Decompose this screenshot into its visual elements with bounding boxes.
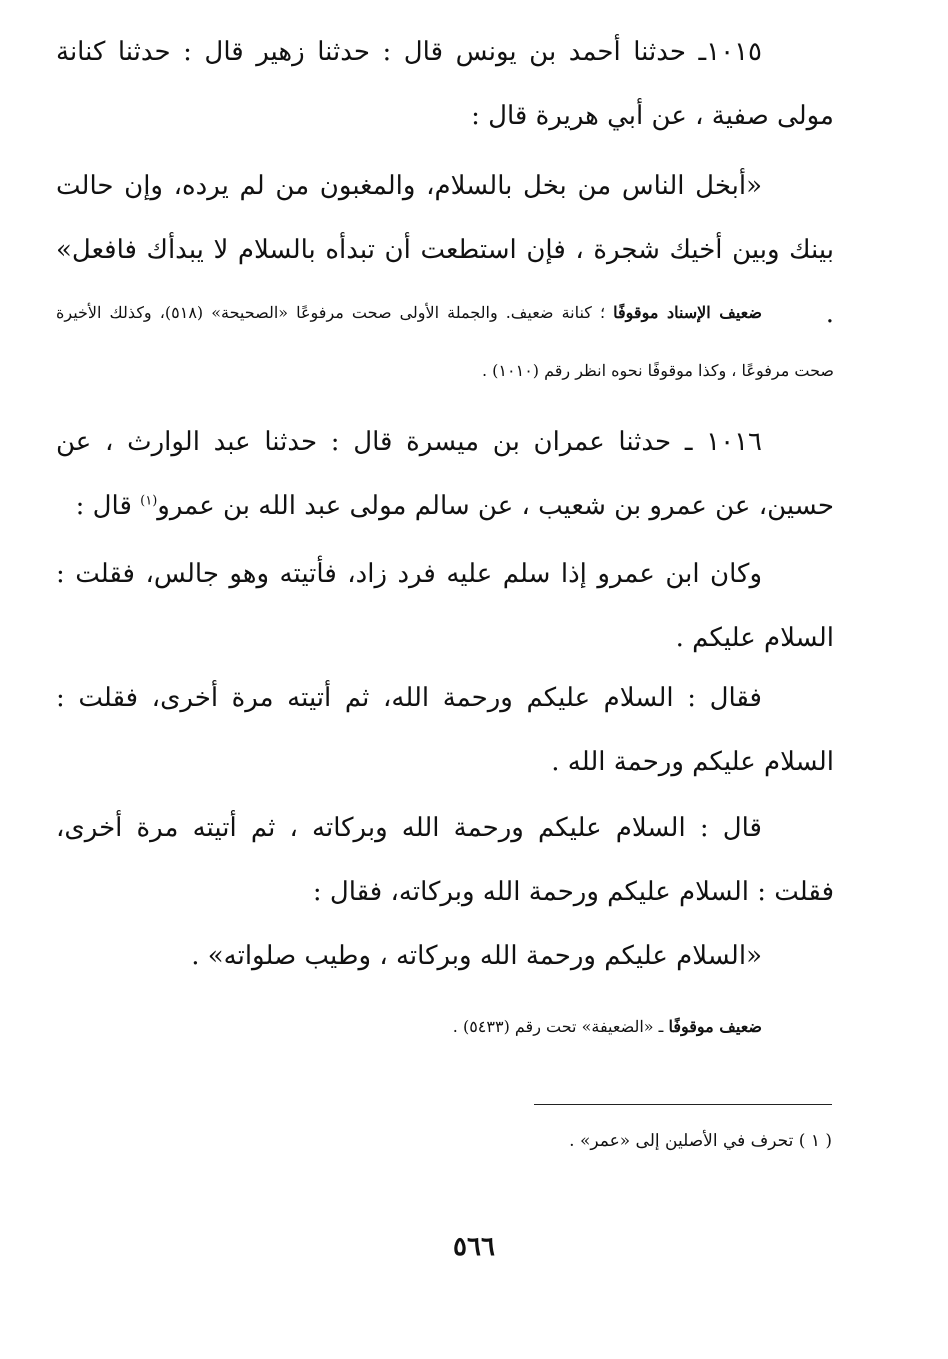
hadith-1016-para-1-text: وكان ابن عمرو إذا سلم عليه فرد زاد، فأتيته وهو جالس، فقلت : السلام عليكم . (56, 559, 834, 653)
hadith-1016-isnad-text: ١٠١٦ ـ حدثنا عمران بن ميسرة قال : حدثنا عبد الوارث ، عن حسين، عن عمرو بن شعيب ، عن سالم مولى عبد الله بن عمرو (56, 427, 834, 521)
page-number: ٥٦٦ (453, 1232, 495, 1262)
hadith-1016-para-2-text: فقال : السلام عليكم ورحمة الله، ثم أتيته مرة أخرى، فقلت : السلام عليكم ورحمة الله . (56, 683, 834, 777)
hadith-1015-matn-text: «أبخل الناس من بخل بالسلام، والمغبون من لم يرده، وإن حالت بينك وبين أخيك شجرة ، فإن استطعت أن تبدأه بالسلام لا يبدأك فافعل» . (56, 171, 834, 329)
hadith-1016-grade (56, 998, 834, 1056)
footnote-marker: (١) (140, 493, 158, 509)
hadith-1016-para-4-text: «السلام عليكم ورحمة الله وبركاته ، وطيب صلواته» . (191, 941, 762, 971)
hadith-1015-grade (56, 284, 834, 400)
hadith-1016-para-4 (56, 924, 834, 988)
hadith-1015-isnad-text: ١٠١٥ـ حدثنا أحمد بن يونس قال : حدثنا زهير قال : حدثنا كنانة مولى صفية ، عن أبي هريرة قال : (56, 37, 834, 131)
hadith-1015-grade-text: ؛ كنانة ضعيف. والجملة الأولى صحت مرفوعًا «الصحيحة» (٥١٨)، وكذلك الأخيرة صحت مرفوعًا ، وكذا موقوفًا نحوه انظر رقم (١٠١٠) . (56, 303, 834, 380)
hadith-1016-isnad (56, 410, 834, 538)
hadith-1016-para-1 (56, 542, 834, 670)
hadith-1016-grade-label: ضعيف موقوفًا (668, 1017, 762, 1036)
footnote: ( ١ ) تحرف في الأصلين إلى «عمر» . (569, 1131, 832, 1151)
hadith-1016-grade-text: ـ «الضعيفة» تحت رقم (٥٤٣٣) . (452, 1017, 664, 1036)
hadith-1015-isnad (56, 20, 834, 148)
footnote-divider (534, 1104, 832, 1105)
hadith-1016-isnad-tail: قال : (75, 491, 141, 521)
hadith-1015-grade-label: ضعيف الإسناد موقوفًا (613, 303, 762, 322)
hadith-1016-para-2 (56, 666, 834, 794)
hadith-1016-para-3 (56, 796, 834, 924)
hadith-1016-para-3-text: قال : السلام عليكم ورحمة الله وبركاته ، ثم أتيته مرة أخرى، فقلت : السلام عليكم ورحمة الله وبركاته، فقال : (56, 813, 834, 907)
